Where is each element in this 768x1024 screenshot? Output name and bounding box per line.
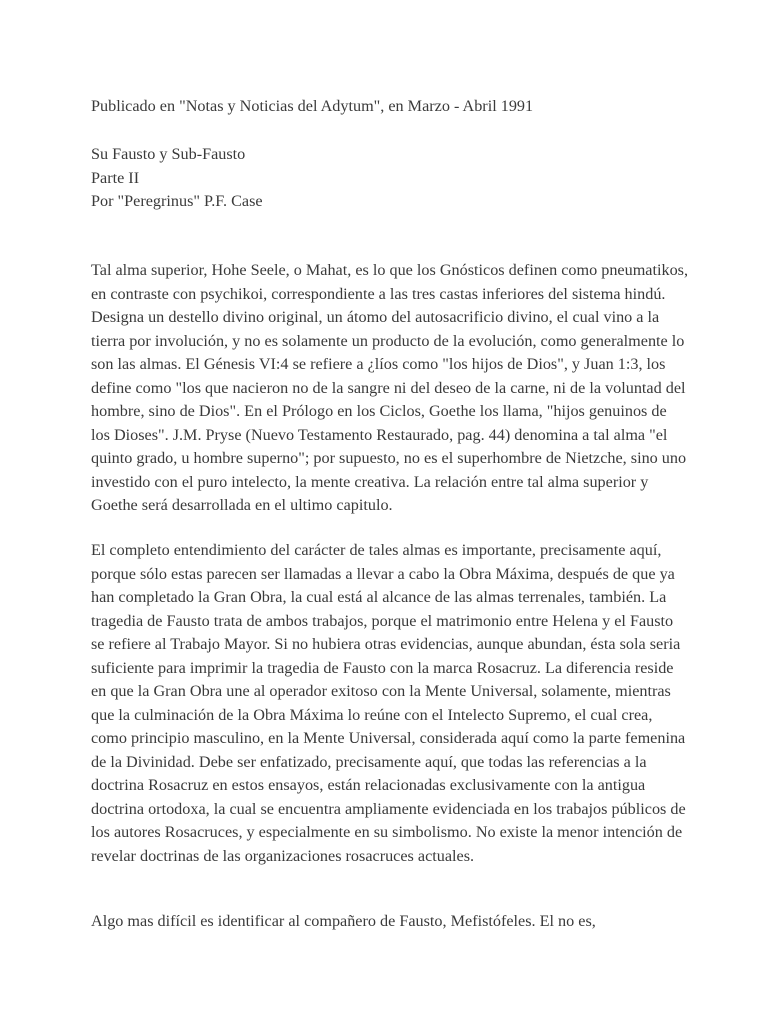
document-author: Por "Peregrinus" P.F. Case (91, 192, 263, 210)
publication-note: Publicado en "Notas y Noticias del Adytum", en Marzo - Abril 1991 (91, 97, 534, 115)
document-header (91, 95, 689, 119)
title-block (91, 143, 689, 214)
document-title: Su Fausto y Sub-Fausto (91, 145, 246, 163)
document-part: Parte II (91, 168, 140, 187)
paragraph-1: Tal alma superior, Hohe Seele, o Mahat, es lo que los Gnósticos definen como pneumatikos, en contraste con psychikoi, correspondiente a las tres castas inferiores del sistema hindú. Designa un destello divino original, un átomo del autosacrificio divino, el cual vino a la tierra por involución, y no es solamente un producto de la evolución, como generalmente lo son las almas. El Génesis VI:4 se refiere a ¿líos como "los hijos de Dios", y Juan 1:3, los define como "los que nacieron no de la sangre ni del deseo de la carne, ni de la voluntad del hombre, sino de Dios". En el Prólogo en los Ciclos, Goethe los llama, "hijos genuinos de los Dioses". J.M. Pryse (Nuevo Testamento Restaurado, pag. 44) denomina a tal alma "el quinto grado, u hombre superno"; por supuesto, no es el superhombre de Nietzche, sino uno investido con el puro intelecto, la mente creativa. La relación entre tal alma superior y Goethe será desarrollada en el ultimo capitulo. (91, 261, 689, 514)
paragraph-3: Algo mas difícil es identificar al compañero de Fausto, Mefistófeles. El no es, (91, 912, 596, 930)
paragraph-2: El completo entendimiento del carácter de tales almas es importante, precisamente aquí, porque sólo estas parecen ser llamadas a llevar a cabo la Obra Máxima, después de que ya han completado la Gran Obra, la cual está al alcance de las almas terrenales, también. La tragedia de Fausto trata de ambos trabajos, porque el matrimonio entre Helena y el Fausto se refiere al Trabajo Mayor. Si no hubiera otras evidencias, aunque abundan, ésta sola seria suficiente para imprimir la tragedia de Fausto con la marca Rosacruz. La diferencia reside en que la Gran Obra une al operador exitoso con la Mente Universal, solamente, mientras que la culminación de la Obra Máxima lo reúne con el Intelecto Supremo, el cual crea, como principio masculino, en la Mente Universal, considerada aquí como la parte femenina de la Divinidad. Debe ser enfatizado, precisamente aquí, que todas las referencias a la doctrina Rosacruz en estos ensayos, están relacionadas exclusivamente con la antigua doctrina ortodoxa, la cual se encuentra ampliamente evidenciada en los trabajos públicos de los autores Rosacruces, y especialmente en su simbolismo. No existe la menor intención de revelar doctrinas de las organizaciones rosacruces actuales. (91, 541, 686, 865)
